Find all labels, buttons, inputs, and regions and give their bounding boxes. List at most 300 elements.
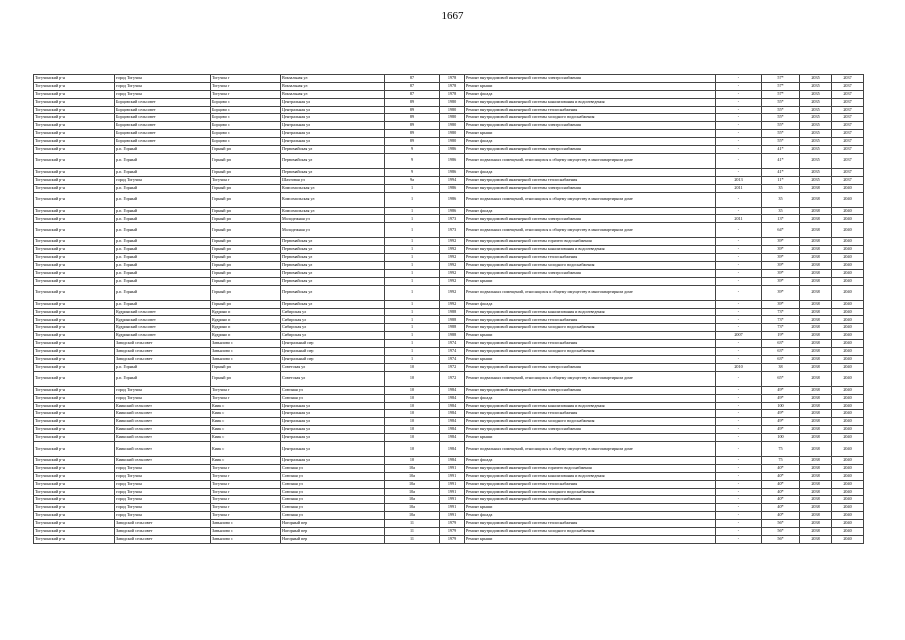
work-type-cell: Ремонт внутридомовой инженерной системы теплоснабжения	[465, 316, 716, 324]
last-repair-cell: -	[716, 441, 762, 456]
settlement-cell: Кудрино п	[211, 308, 281, 316]
plan-start-cell: 2038	[800, 456, 832, 464]
plan-end-cell: 2040	[832, 394, 864, 402]
year-built-cell: 1984	[440, 394, 465, 402]
last-repair-cell: -	[716, 277, 762, 285]
wear-cell: 35	[762, 184, 800, 192]
year-built-cell: 1991	[440, 464, 465, 472]
wear-cell: 55*	[762, 106, 800, 114]
table-row	[34, 215, 864, 223]
plan-start-cell: 2038	[800, 488, 832, 496]
plan-start-cell: 2038	[800, 340, 832, 348]
municipality-cell: р.п. Горный	[115, 363, 211, 371]
last-repair-cell: -	[716, 138, 762, 146]
municipality-cell: Кудринский сельсовет	[115, 324, 211, 332]
wear-cell: 39*	[762, 269, 800, 277]
district-cell: Тогучинский р-н	[34, 316, 115, 324]
municipality-cell: город Тогучин	[115, 90, 211, 98]
plan-start-cell: 2038	[800, 504, 832, 512]
plan-start-cell: 2038	[800, 316, 832, 324]
work-type-cell: Ремонт внутридомовой инженерной системы горячего водоснабжения	[465, 238, 716, 246]
year-built-cell: 1984	[440, 418, 465, 426]
plan-end-cell: 2040	[832, 246, 864, 254]
district-cell: Тогучинский р-н	[34, 146, 115, 154]
plan-end-cell: 2040	[832, 535, 864, 543]
house-cell: 87	[385, 82, 440, 90]
house-cell: 1	[385, 215, 440, 223]
wear-cell: 40*	[762, 464, 800, 472]
last-repair-cell: -	[716, 106, 762, 114]
settlement-cell: Киик с	[211, 456, 281, 464]
district-cell: Тогучинский р-н	[34, 246, 115, 254]
work-type-cell: Ремонт внутридомовой инженерной системы горячего водоснабжения	[465, 464, 716, 472]
settlement-cell: Тогучин г	[211, 512, 281, 520]
district-cell: Тогучинский р-н	[34, 122, 115, 130]
work-type-cell: Ремонт внутридомовой инженерной системы холодного водоснабжения	[465, 262, 716, 270]
street-cell: Союзная ул	[281, 488, 385, 496]
house-cell: 1	[385, 324, 440, 332]
table-row	[34, 363, 864, 371]
work-type-cell: Ремонт внутридомовой инженерной системы теплоснабжения	[465, 176, 716, 184]
wear-cell: 35	[762, 207, 800, 215]
wear-cell: 57*	[762, 90, 800, 98]
work-type-cell: Ремонт внутридомовой инженерной системы холодного водоснабжения	[465, 348, 716, 356]
district-cell: Тогучинский р-н	[34, 480, 115, 488]
year-built-cell: 1979	[440, 527, 465, 535]
year-built-cell: 1984	[440, 402, 465, 410]
plan-start-cell: 2038	[800, 355, 832, 363]
plan-end-cell: 2040	[832, 456, 864, 464]
plan-start-cell: 2038	[800, 192, 832, 207]
district-cell: Тогучинский р-н	[34, 130, 115, 138]
district-cell: Тогучинский р-н	[34, 114, 115, 122]
house-cell: 1	[385, 355, 440, 363]
municipality-cell: р.п. Горный	[115, 192, 211, 207]
year-built-cell: 1986	[440, 168, 465, 176]
settlement-cell: Завьялово с	[211, 527, 281, 535]
house-cell: 89	[385, 130, 440, 138]
last-repair-cell: -	[716, 402, 762, 410]
work-type-cell: Ремонт внутридомовой инженерной системы электроснабжения	[465, 75, 716, 83]
settlement-cell: Горный рп	[211, 207, 281, 215]
table-row	[34, 496, 864, 504]
house-cell: 1	[385, 184, 440, 192]
street-cell: Первомайская ул	[281, 300, 385, 308]
plan-end-cell: 2040	[832, 371, 864, 386]
plan-end-cell: 2040	[832, 324, 864, 332]
year-built-cell: 1984	[440, 410, 465, 418]
settlement-cell: Тогучин г	[211, 82, 281, 90]
street-cell: Союзная ул	[281, 472, 385, 480]
plan-end-cell: 2040	[832, 426, 864, 434]
last-repair-cell: -	[716, 75, 762, 83]
street-cell: Центральная ул	[281, 106, 385, 114]
house-cell: 10а	[385, 488, 440, 496]
plan-end-cell: 2037	[832, 98, 864, 106]
house-cell: 10	[385, 456, 440, 464]
work-type-cell: Ремонт крыши	[465, 82, 716, 90]
district-cell: Тогучинский р-н	[34, 98, 115, 106]
wear-cell: 39*	[762, 254, 800, 262]
wear-cell: 39*	[762, 300, 800, 308]
street-cell: Центральная ул	[281, 402, 385, 410]
house-cell: 1	[385, 262, 440, 270]
municipality-cell: город Тогучин	[115, 75, 211, 83]
house-cell: 11	[385, 520, 440, 528]
municipality-cell: Киикский сельсовет	[115, 426, 211, 434]
table-row	[34, 472, 864, 480]
year-built-cell: 1992	[440, 246, 465, 254]
wear-cell: 73*	[762, 316, 800, 324]
table-row	[34, 426, 864, 434]
work-type-cell: Ремонт внутридомовой инженерной системы теплоснабжения	[465, 254, 716, 262]
last-repair-cell: -	[716, 146, 762, 154]
district-cell: Тогучинский р-н	[34, 238, 115, 246]
wear-cell: 49*	[762, 418, 800, 426]
municipality-cell: город Тогучин	[115, 394, 211, 402]
municipality-cell: Заводской сельсовет	[115, 340, 211, 348]
plan-end-cell: 2037	[832, 122, 864, 130]
wear-cell: 13*	[762, 215, 800, 223]
year-built-cell: 1980	[440, 114, 465, 122]
plan-start-cell: 2035	[800, 130, 832, 138]
wear-cell: 73*	[762, 308, 800, 316]
house-cell: 10	[385, 371, 440, 386]
plan-end-cell: 2040	[832, 215, 864, 223]
work-type-cell: Ремонт фасада	[465, 138, 716, 146]
plan-end-cell: 2037	[832, 114, 864, 122]
street-cell: Первомайская ул	[281, 277, 385, 285]
municipality-cell: город Тогучин	[115, 504, 211, 512]
wear-cell: 63*	[762, 355, 800, 363]
plan-end-cell: 2037	[832, 82, 864, 90]
municipality-cell: р.п. Горный	[115, 300, 211, 308]
street-cell: Комсомольская ул	[281, 207, 385, 215]
house-cell: 10а	[385, 504, 440, 512]
year-built-cell: 1984	[440, 441, 465, 456]
district-cell: Тогучинский р-н	[34, 386, 115, 394]
settlement-cell: Кудрино п	[211, 316, 281, 324]
plan-end-cell: 2040	[832, 520, 864, 528]
house-cell: 1	[385, 277, 440, 285]
district-cell: Тогучинский р-н	[34, 277, 115, 285]
house-cell: 10	[385, 394, 440, 402]
district-cell: Тогучинский р-н	[34, 215, 115, 223]
settlement-cell: Горный рп	[211, 246, 281, 254]
wear-cell: 38	[762, 363, 800, 371]
last-repair-cell: -	[716, 371, 762, 386]
house-cell: 10	[385, 426, 440, 434]
plan-end-cell: 2040	[832, 238, 864, 246]
settlement-cell: Горный рп	[211, 277, 281, 285]
street-cell: Союзная ул	[281, 496, 385, 504]
plan-end-cell: 2037	[832, 130, 864, 138]
street-cell: Сибирская ул	[281, 308, 385, 316]
wear-cell: 49*	[762, 426, 800, 434]
plan-end-cell: 2037	[832, 168, 864, 176]
last-repair-cell: -	[716, 98, 762, 106]
year-built-cell: 1984	[440, 434, 465, 442]
municipality-cell: Киикский сельсовет	[115, 402, 211, 410]
settlement-cell: Киик с	[211, 434, 281, 442]
last-repair-cell: -	[716, 535, 762, 543]
settlement-cell: Горный рп	[211, 300, 281, 308]
work-type-cell: Ремонт внутридомовой инженерной системы холодного водоснабжения	[465, 324, 716, 332]
year-built-cell: 1978	[440, 82, 465, 90]
plan-start-cell: 2038	[800, 184, 832, 192]
table-row	[34, 246, 864, 254]
district-cell: Тогучинский р-н	[34, 332, 115, 340]
wear-cell: 39*	[762, 277, 800, 285]
last-repair-cell: 2007	[716, 332, 762, 340]
wear-cell: 39*	[762, 262, 800, 270]
plan-end-cell: 2040	[832, 355, 864, 363]
house-cell: 1	[385, 223, 440, 238]
table-row	[34, 98, 864, 106]
work-type-cell: Ремонт подвальных помещений, относящихся к общему имуществу в многоквартирном доме	[465, 223, 716, 238]
street-cell: Вокзальная ул	[281, 82, 385, 90]
municipality-cell: Борцовский сельсовет	[115, 138, 211, 146]
street-cell: Первомайская ул	[281, 285, 385, 300]
table-row	[34, 300, 864, 308]
plan-start-cell: 2038	[800, 348, 832, 356]
municipality-cell: р.п. Горный	[115, 285, 211, 300]
plan-start-cell: 2035	[800, 82, 832, 90]
district-cell: Тогучинский р-н	[34, 192, 115, 207]
street-cell: Союзная ул	[281, 464, 385, 472]
municipality-cell: город Тогучин	[115, 464, 211, 472]
house-cell: 11	[385, 535, 440, 543]
table-row	[34, 130, 864, 138]
table-row	[34, 316, 864, 324]
year-built-cell: 1986	[440, 192, 465, 207]
municipality-cell: Борцовский сельсовет	[115, 106, 211, 114]
work-type-cell: Ремонт внутридомовой инженерной системы электроснабжения	[465, 122, 716, 130]
table-row	[34, 238, 864, 246]
table-row	[34, 277, 864, 285]
district-cell: Тогучинский р-н	[34, 153, 115, 168]
plan-end-cell: 2040	[832, 441, 864, 456]
work-type-cell: Ремонт крыши	[465, 535, 716, 543]
wear-cell: 55*	[762, 138, 800, 146]
settlement-cell: Тогучин г	[211, 464, 281, 472]
plan-start-cell: 2038	[800, 254, 832, 262]
house-cell: 1	[385, 285, 440, 300]
work-type-cell: Ремонт фасада	[465, 207, 716, 215]
municipality-cell: Заводской сельсовет	[115, 355, 211, 363]
plan-start-cell: 2035	[800, 138, 832, 146]
district-cell: Тогучинский р-н	[34, 418, 115, 426]
plan-end-cell: 2040	[832, 192, 864, 207]
table-row	[34, 308, 864, 316]
district-cell: Тогучинский р-н	[34, 441, 115, 456]
last-repair-cell: -	[716, 386, 762, 394]
municipality-cell: Борцовский сельсовет	[115, 114, 211, 122]
wear-cell: 55*	[762, 98, 800, 106]
last-repair-cell: -	[716, 300, 762, 308]
wear-cell: 57*	[762, 82, 800, 90]
settlement-cell: Горный рп	[211, 363, 281, 371]
street-cell: Советская ул	[281, 371, 385, 386]
plan-end-cell: 2040	[832, 285, 864, 300]
street-cell: Первомайская ул	[281, 238, 385, 246]
year-built-cell: 1979	[440, 535, 465, 543]
house-cell: 89	[385, 106, 440, 114]
municipality-cell: Борцовский сельсовет	[115, 98, 211, 106]
street-cell: Центральная ул	[281, 441, 385, 456]
plan-start-cell: 2038	[800, 332, 832, 340]
municipality-cell: Заводской сельсовет	[115, 348, 211, 356]
wear-cell: 55*	[762, 130, 800, 138]
year-built-cell: 1992	[440, 300, 465, 308]
street-cell: Союзная ул	[281, 386, 385, 394]
wear-cell: 49*	[762, 394, 800, 402]
wear-cell: 56*	[762, 535, 800, 543]
table-row	[34, 504, 864, 512]
municipality-cell: город Тогучин	[115, 480, 211, 488]
plan-start-cell: 2038	[800, 324, 832, 332]
municipality-cell: город Тогучин	[115, 472, 211, 480]
last-repair-cell: -	[716, 504, 762, 512]
municipality-cell: Киикский сельсовет	[115, 441, 211, 456]
plan-end-cell: 2040	[832, 363, 864, 371]
plan-start-cell: 2038	[800, 418, 832, 426]
last-repair-cell: -	[716, 348, 762, 356]
work-type-cell: Ремонт подвальных помещений, относящихся к общему имуществу в многоквартирном доме	[465, 371, 716, 386]
street-cell: Центральная ул	[281, 114, 385, 122]
district-cell: Тогучинский р-н	[34, 426, 115, 434]
plan-start-cell: 2038	[800, 402, 832, 410]
house-cell: 1	[385, 192, 440, 207]
municipality-cell: Заводской сельсовет	[115, 535, 211, 543]
plan-end-cell: 2040	[832, 512, 864, 520]
settlement-cell: Горный рп	[211, 238, 281, 246]
plan-end-cell: 2040	[832, 254, 864, 262]
table-row	[34, 512, 864, 520]
plan-end-cell: 2040	[832, 332, 864, 340]
wear-cell: 40*	[762, 488, 800, 496]
settlement-cell: Тогучин г	[211, 394, 281, 402]
plan-start-cell: 2035	[800, 106, 832, 114]
wear-cell: 75	[762, 456, 800, 464]
work-type-cell: Ремонт фасада	[465, 456, 716, 464]
year-built-cell: 1974	[440, 355, 465, 363]
plan-end-cell: 2040	[832, 223, 864, 238]
street-cell: Советская ул	[281, 363, 385, 371]
municipality-cell: город Тогучин	[115, 512, 211, 520]
work-type-cell: Ремонт внутридомовой инженерной системы теплоснабжения	[465, 480, 716, 488]
plan-end-cell: 2040	[832, 316, 864, 324]
district-cell: Тогучинский р-н	[34, 207, 115, 215]
last-repair-cell: -	[716, 527, 762, 535]
last-repair-cell: -	[716, 355, 762, 363]
municipality-cell: р.п. Горный	[115, 184, 211, 192]
table-row	[34, 456, 864, 464]
house-cell: 1	[385, 207, 440, 215]
year-built-cell: 1988	[440, 308, 465, 316]
plan-start-cell: 2035	[800, 176, 832, 184]
plan-end-cell: 2040	[832, 418, 864, 426]
work-type-cell: Ремонт внутридомовой инженерной системы холодного водоснабжения	[465, 527, 716, 535]
work-type-cell: Ремонт внутридомовой инженерной системы канализования и водоотведения	[465, 246, 716, 254]
plan-end-cell: 2040	[832, 464, 864, 472]
table-row	[34, 90, 864, 98]
plan-end-cell: 2040	[832, 340, 864, 348]
table-row	[34, 223, 864, 238]
house-cell: 9	[385, 168, 440, 176]
year-built-cell: 1988	[440, 316, 465, 324]
street-cell: Первомайская ул	[281, 168, 385, 176]
district-cell: Тогучинский р-н	[34, 308, 115, 316]
last-repair-cell: -	[716, 207, 762, 215]
house-cell: 10а	[385, 512, 440, 520]
plan-end-cell: 2040	[832, 262, 864, 270]
work-type-cell: Ремонт внутридомовой инженерной системы холодного водоснабжения	[465, 488, 716, 496]
year-built-cell: 1992	[440, 277, 465, 285]
plan-start-cell: 2035	[800, 75, 832, 83]
municipality-cell: р.п. Горный	[115, 168, 211, 176]
street-cell: Центральная ул	[281, 98, 385, 106]
settlement-cell: Тогучин г	[211, 488, 281, 496]
municipality-cell: Заводской сельсовет	[115, 520, 211, 528]
house-cell: 10а	[385, 472, 440, 480]
last-repair-cell: -	[716, 456, 762, 464]
plan-start-cell: 2035	[800, 98, 832, 106]
street-cell: Центральная ул	[281, 426, 385, 434]
district-cell: Тогучинский р-н	[34, 363, 115, 371]
table-row	[34, 371, 864, 386]
house-cell: 10а	[385, 496, 440, 504]
last-repair-cell: -	[716, 512, 762, 520]
plan-start-cell: 2038	[800, 472, 832, 480]
settlement-cell: Тогучин г	[211, 496, 281, 504]
work-type-cell: Ремонт внутридомовой инженерной системы теплоснабжения	[465, 410, 716, 418]
table-row	[34, 340, 864, 348]
table-row	[34, 122, 864, 130]
plan-start-cell: 2038	[800, 496, 832, 504]
plan-end-cell: 2040	[832, 402, 864, 410]
settlement-cell: Борцово с	[211, 138, 281, 146]
district-cell: Тогучинский р-н	[34, 472, 115, 480]
house-cell: 9	[385, 146, 440, 154]
settlement-cell: Борцово с	[211, 106, 281, 114]
settlement-cell: Тогучин г	[211, 386, 281, 394]
district-cell: Тогучинский р-н	[34, 184, 115, 192]
district-cell: Тогучинский р-н	[34, 168, 115, 176]
table-row	[34, 394, 864, 402]
settlement-cell: Тогучин г	[211, 480, 281, 488]
plan-end-cell: 2040	[832, 480, 864, 488]
plan-start-cell: 2038	[800, 512, 832, 520]
last-repair-cell: -	[716, 262, 762, 270]
year-built-cell: 1978	[440, 75, 465, 83]
settlement-cell: Киик с	[211, 410, 281, 418]
district-cell: Тогучинский р-н	[34, 504, 115, 512]
plan-end-cell: 2037	[832, 176, 864, 184]
house-cell: 1	[385, 238, 440, 246]
settlement-cell: Киик с	[211, 418, 281, 426]
street-cell: Центральный пер	[281, 355, 385, 363]
work-type-cell: Ремонт подвальных помещений, относящихся к общему имуществу в многоквартирном доме	[465, 192, 716, 207]
table-body	[34, 75, 864, 544]
street-cell: Нагорный пер	[281, 527, 385, 535]
district-cell: Тогучинский р-н	[34, 285, 115, 300]
municipality-cell: Борцовский сельсовет	[115, 130, 211, 138]
house-cell: 1	[385, 332, 440, 340]
street-cell: Первомайская ул	[281, 146, 385, 154]
house-cell: 9а	[385, 176, 440, 184]
year-built-cell: 1992	[440, 254, 465, 262]
